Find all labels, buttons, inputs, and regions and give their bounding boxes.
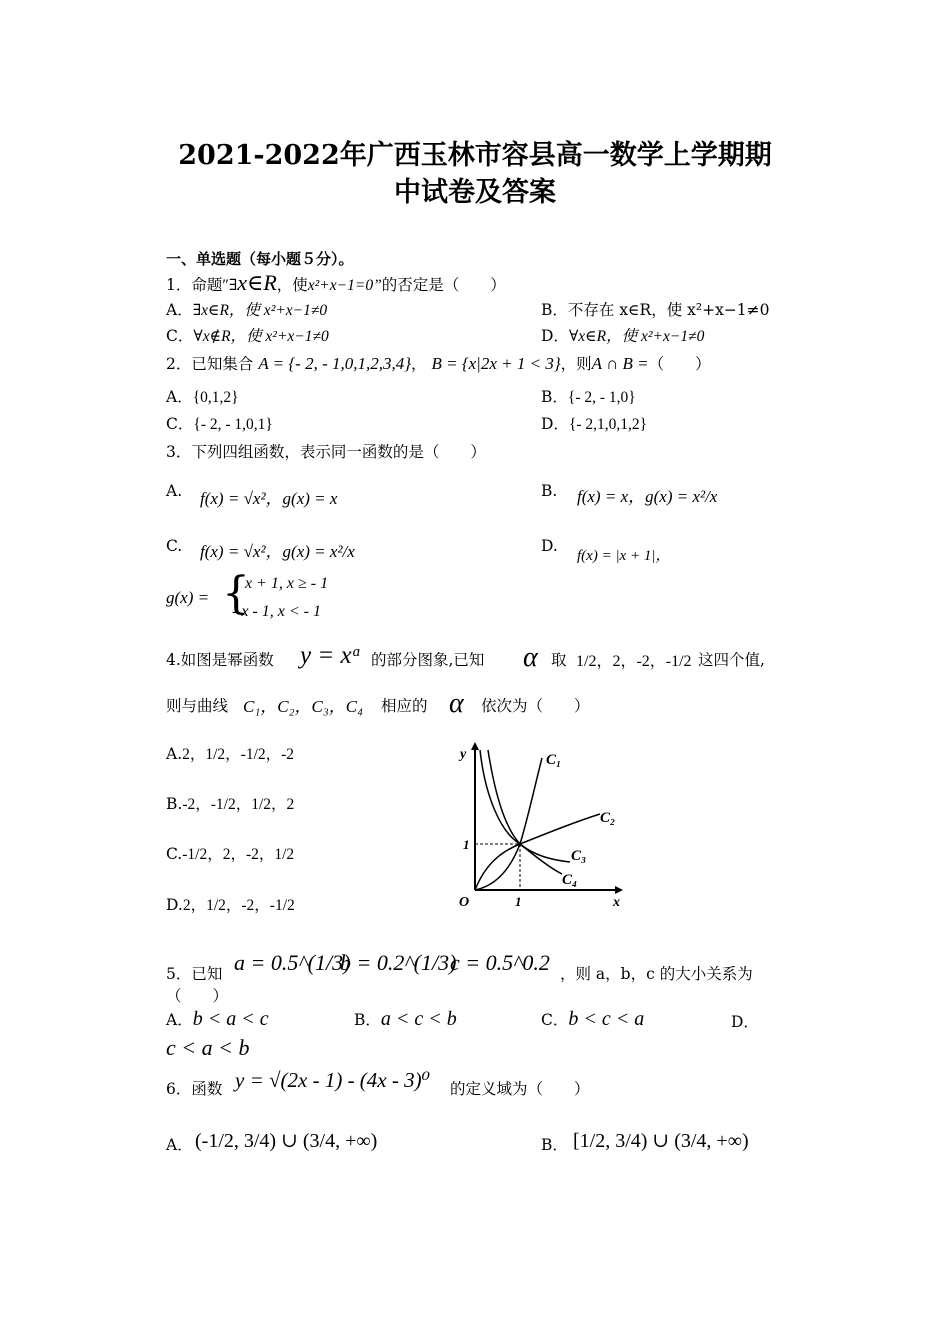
q1-option-b	[541, 298, 770, 320]
q1-option-b-label: B．	[541, 301, 568, 319]
q3-option-a-label: A.	[166, 482, 183, 500]
q1-option-d-label: D．	[541, 327, 569, 345]
graph-x-arrow	[615, 886, 623, 894]
q4-function: y = xᵅ	[300, 642, 362, 669]
q4-option-c-text: -1/2，2，-2，1/2	[182, 846, 295, 863]
q3-g-piece-2: - x - 1, x < - 1	[232, 603, 321, 620]
graph-one-x: 1	[515, 894, 522, 909]
section-heading: 一、单选题（每小题５分）。	[166, 250, 354, 268]
q2-option-d-text: {- 2,1,0,1,2}	[568, 416, 648, 433]
graph-label-c2: C₂	[600, 810, 616, 826]
q4-option-d-label: D.	[166, 896, 183, 914]
q6-stem-b: 的定义域为（ ）	[450, 1080, 590, 1098]
q2-option-a-label: A．	[166, 388, 193, 406]
q3-g-lhs: g(x) =	[166, 588, 210, 607]
q3-option-b-label: B.	[541, 482, 558, 500]
q2-stem-b: ，则	[560, 355, 592, 373]
q4-option-b-label: B.	[166, 795, 183, 813]
q2-option-a-text: {0,1,2}	[192, 389, 239, 406]
q4-power-function-graph	[450, 740, 625, 910]
q5-c-expr: c = 0.5^0.2	[450, 950, 550, 975]
q4-option-b	[166, 792, 294, 814]
q1-option-a-label: A．	[166, 301, 193, 319]
q5-option-c	[541, 1008, 644, 1031]
q1-equation: x²+x−1=0”	[307, 277, 382, 294]
q4-option-b-text: -2，-1/2，1/2，2	[182, 796, 295, 813]
q5-option-b-label: B．	[354, 1011, 381, 1029]
q4-stem-d: 这四个值,	[698, 651, 765, 669]
q5-stem-b: ，则 a，b，c 的大小关系为	[560, 965, 753, 983]
q6-function: y = √(2x - 1) - (4x - 3)⁰	[235, 1068, 431, 1092]
q2-set-a: A = {- 2, - 1,0,1,2,3,4}	[258, 354, 412, 373]
q2-option-d	[541, 412, 647, 434]
q2-stem-c: （ ）	[648, 355, 711, 373]
q4-alpha: α	[523, 642, 538, 673]
q5-stem-a: 5．已知	[166, 965, 223, 983]
q2-option-b	[541, 385, 636, 407]
q4-option-d	[166, 893, 295, 915]
graph-y-label: y	[460, 747, 467, 762]
q5-option-a	[166, 1008, 269, 1031]
q3-option-b-text: f(x) = x，g(x) = x²/x	[577, 487, 718, 506]
q6-option-a-text: (-1/2, 3/4) ∪ (3/4, +∞)	[195, 1130, 378, 1152]
q5-a-expr: a = 0.5^(1/3)	[234, 950, 351, 975]
q1-option-d-text: ∀x∈R，使 x²+x−1≠0	[568, 328, 705, 345]
q3-brace: {	[222, 568, 250, 619]
q2-intersection: A ∩ B =	[591, 354, 649, 373]
q5-option-a-text: b < a < c	[192, 1008, 269, 1030]
q5-option-d-label: D．	[731, 1013, 759, 1031]
q1-option-b-text: 不存在 x∈R，使 x²+x−1≠0	[567, 301, 770, 319]
q6-stem-a: 6．函数	[166, 1080, 223, 1098]
graph-curve-c4	[480, 750, 562, 874]
q2-stem-a: 2．已知集合	[166, 355, 254, 373]
graph-x-label: x	[613, 895, 620, 910]
q5-option-b-text: a < c < b	[380, 1008, 457, 1030]
q2-option-a	[166, 385, 239, 407]
q1-stem-a: 1．命题	[166, 276, 223, 294]
q1-option-a	[166, 298, 327, 320]
graph-label-c4: C₄	[562, 872, 578, 888]
q4-line2-b: 相应的	[381, 697, 428, 715]
q1-quote-open: ″∃	[222, 277, 238, 294]
graph-label-c1: C₁	[546, 752, 562, 768]
q3-option-c-text: f(x) = √x²，g(x) = x²/x	[200, 542, 355, 561]
q4-stem-c: 取	[551, 651, 567, 669]
graph-one-y: 1	[463, 837, 470, 852]
q6-option-b-text: [1/2, 3/4) ∪ (3/4, +∞)	[573, 1130, 749, 1152]
document-title-line2: 中试卷及答案	[394, 177, 556, 208]
q4-curves: C₁，C₂，C₃，C₄	[243, 697, 363, 716]
q4-option-d-text: 2，1/2，-2，-1/2	[182, 897, 295, 914]
q6-option-b-label: B．	[541, 1136, 568, 1154]
q4-stem-b: 的部分图象,已知	[371, 651, 485, 669]
q1-option-c-label: C．	[166, 327, 194, 345]
graph-origin-label: O	[459, 895, 470, 910]
q3-option-d-label: D.	[541, 537, 558, 555]
q6-option-a-label: A．	[166, 1136, 193, 1154]
q3-option-a-text: f(x) = √x²，g(x) = x	[200, 489, 338, 508]
q4-option-c	[166, 842, 294, 864]
q5-option-a-label: A．	[166, 1011, 193, 1029]
q5-option-d-text: c < a < b	[166, 1035, 250, 1060]
q4-alpha-2: α	[449, 688, 464, 719]
q3-option-c-label: C.	[166, 537, 183, 555]
q1-option-a-text: ∃x∈R，使 x²+x−1≠0	[192, 302, 328, 319]
q2-set-b: B = {x|2x + 1 < 3}	[431, 354, 561, 373]
q1-stem: 1．命题″∃x∈R，使x²+x−1=0”的否定是（ ）	[166, 270, 506, 295]
document-title-line1: 2021-2022年广西玉林市容县高一数学上学期期	[178, 140, 772, 171]
q5-option-c-label: C．	[541, 1011, 569, 1029]
q4-line2-c: 依次为（ ）	[481, 697, 590, 715]
q2-option-b-label: B．	[541, 388, 568, 406]
q5-b-expr: b = 0.2^(1/3)	[340, 950, 457, 975]
q3-stem: 3．下列四组函数，表示同一函数的是（ ）	[166, 443, 486, 461]
q1-stem-b: ，使	[276, 276, 308, 294]
q4-option-a-label: A.	[166, 745, 183, 763]
q4-option-a	[166, 742, 294, 764]
q1-option-c-text: ∀x∉R，使 x²+x−1≠0	[193, 328, 329, 345]
q4-option-a-text: 2，1/2，-1/2，-2	[182, 746, 295, 763]
q5-option-c-text: b < c < a	[568, 1008, 645, 1030]
q2-stem: 2．已知集合 A = {- 2, - 1,0,1,2,3,4}， B = {x|2x + 1 < 3}，则A ∩ B =（ ）	[166, 354, 711, 373]
q3-option-d-text: f(x) = |x + 1|，	[577, 548, 671, 564]
q4-line2-a: 则与曲线	[166, 697, 229, 715]
q5-option-b	[354, 1008, 457, 1031]
q1-stem-c: 的否定是（ ）	[381, 276, 506, 294]
graph-y-arrow	[471, 742, 479, 750]
q2-option-c	[166, 412, 273, 434]
q2-option-b-text: {- 2, - 1,0}	[567, 389, 636, 406]
q4-stem-a: 4.如图是幂函数	[166, 651, 274, 669]
q1-option-c	[166, 324, 329, 346]
q2-option-c-text: {- 2, - 1,0,1}	[193, 416, 273, 433]
q3-g-piece-1: x + 1, x ≥ - 1	[245, 575, 329, 592]
q1-option-d	[541, 324, 704, 346]
q4-values: 1/2，2，-2，-1/2	[576, 653, 692, 670]
q5-paren: （ ）	[166, 987, 229, 1005]
q4-option-c-label: C.	[166, 845, 183, 863]
q2-option-c-label: C．	[166, 415, 194, 433]
q2-option-d-label: D．	[541, 415, 569, 433]
graph-label-c3: C₃	[571, 848, 587, 864]
